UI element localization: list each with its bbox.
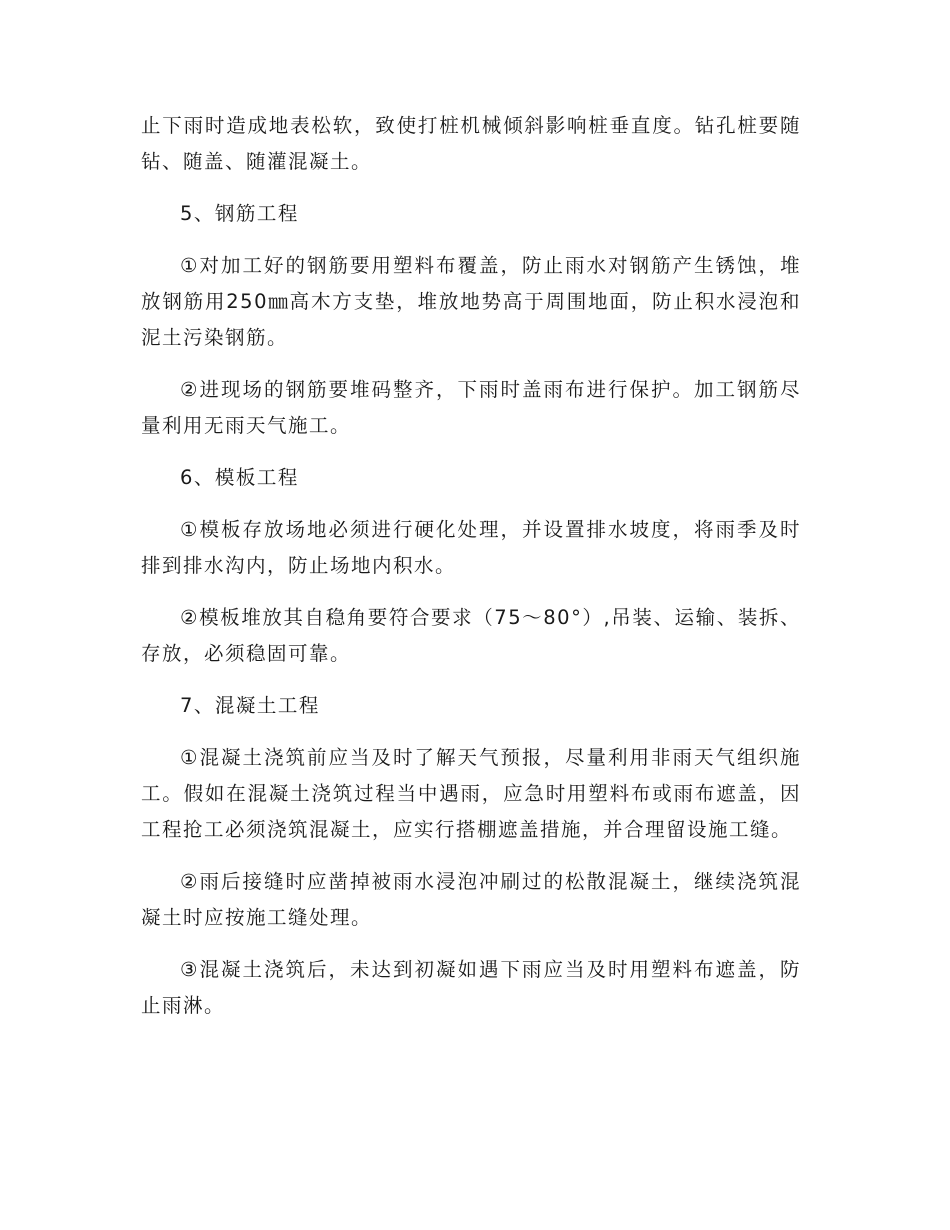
paragraph-pile-continuation: 止下雨时造成地表松软，致使打桩机械倾斜影响桩垂直度。钻孔桩要随钻、随盖、随灌混凝土。 (141, 114, 801, 173)
paragraph-rebar-1: ①对加工好的钢筋要用塑料布覆盖，防止雨水对钢筋产生锈蚀，堆放钢筋用250㎜高木方支垫，堆放地势高于周围地面，防止积水浸泡和泥土污染钢筋。 (141, 254, 801, 349)
paragraph-concrete-1: ①混凝土浇筑前应当及时了解天气预报，尽量利用非雨天气组织施工。假如在混凝土浇筑过程当中遇雨，应急时用塑料布或雨布遮盖，因工程抢工必须浇筑混凝土，应实行搭棚遮盖措施，并合理留设施工缝。 (141, 746, 801, 841)
paragraph-rebar-2: ②进现场的钢筋要堆码整齐，下雨时盖雨布进行保护。加工钢筋尽量利用无雨天气施工。 (141, 378, 801, 437)
paragraph-concrete-2: ②雨后接缝时应凿掉被雨水浸泡冲刷过的松散混凝土，继续浇筑混凝土时应按施工缝处理。 (141, 870, 801, 929)
paragraph-concrete-3: ③混凝土浇筑后，未达到初凝如遇下雨应当及时用塑料布遮盖，防止雨淋。 (141, 958, 801, 1017)
section-heading-rebar: 5、钢筋工程 (180, 202, 299, 225)
section-heading-formwork: 6、模板工程 (180, 466, 299, 489)
section-heading-concrete: 7、混凝土工程 (180, 694, 320, 717)
paragraph-formwork-1: ①模板存放场地必须进行硬化处理，并设置排水坡度，将雨季及时排到排水沟内，防止场地内积水。 (141, 518, 801, 577)
document-body (141, 108, 801, 1040)
paragraph-formwork-2: ②模板堆放其自稳角要符合要求（75～80°）,吊装、运输、装拆、存放，必须稳固可靠。 (141, 606, 801, 665)
